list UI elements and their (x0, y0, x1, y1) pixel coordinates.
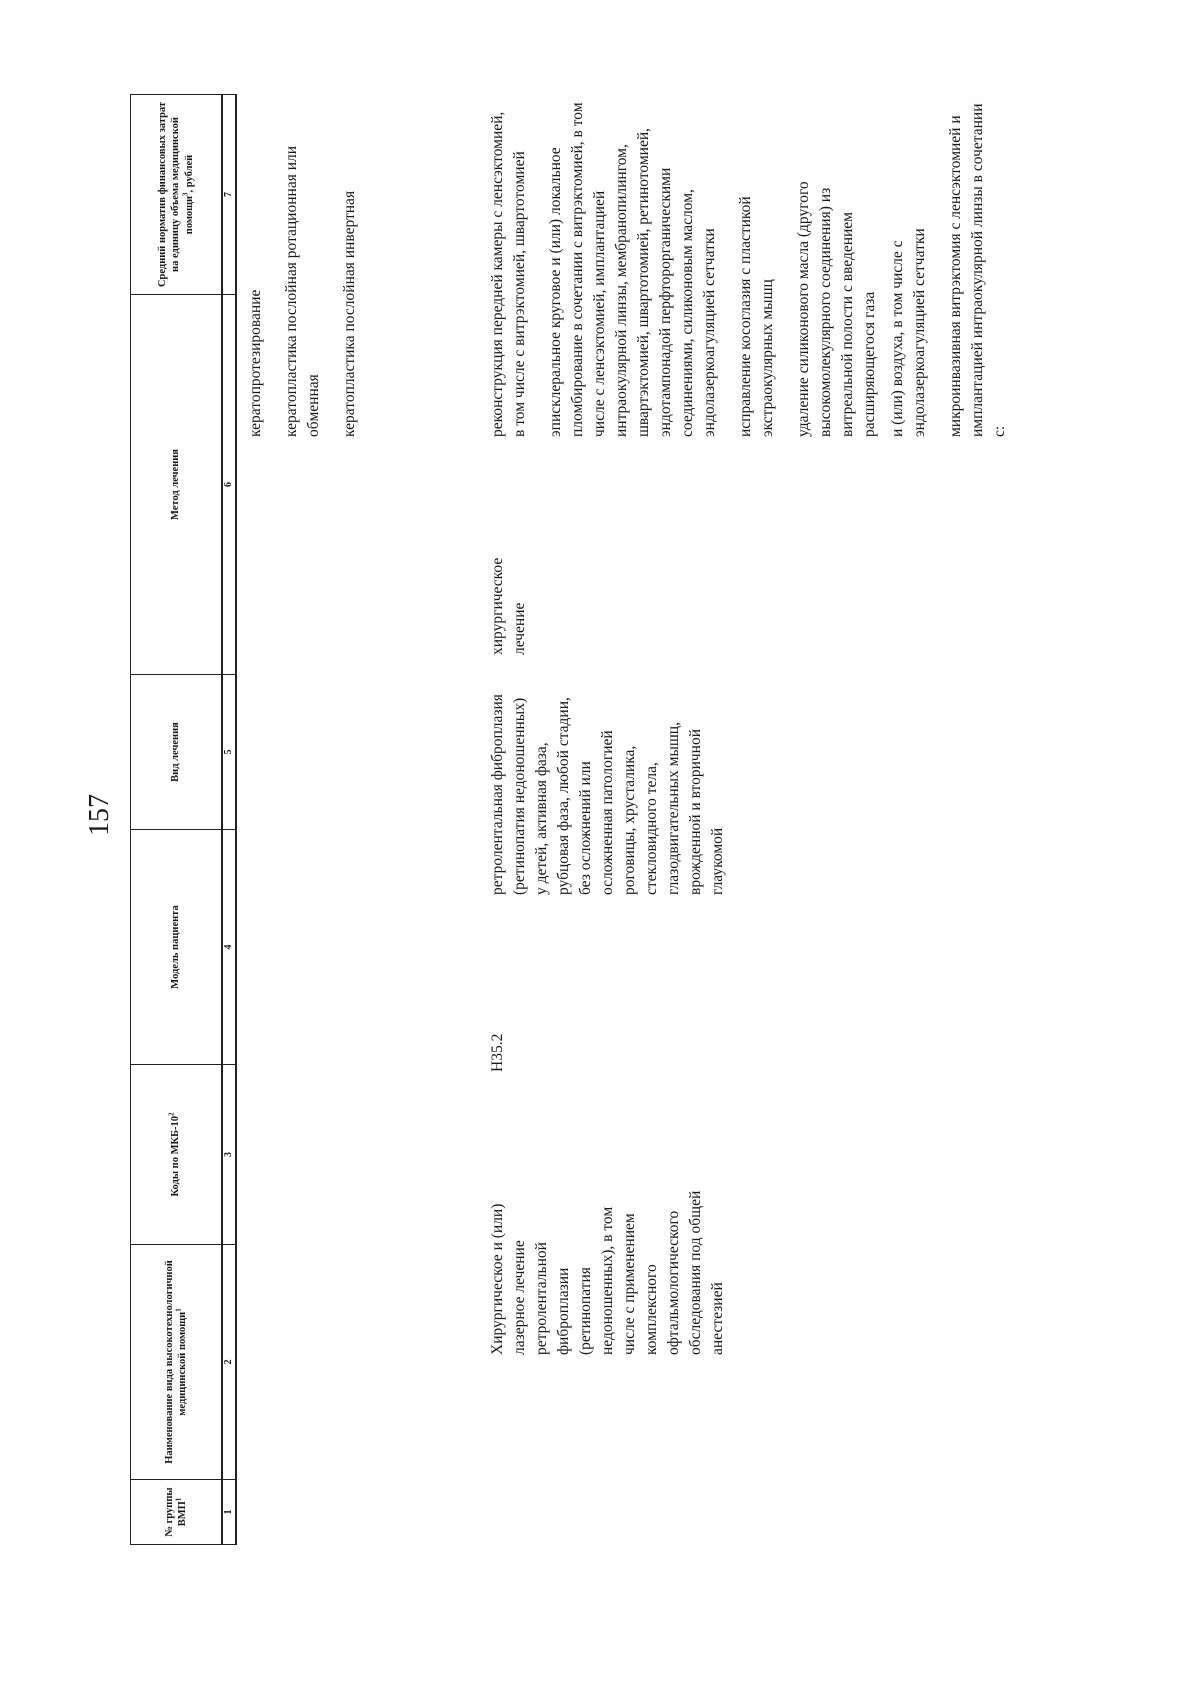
method-item: кератопластика послойная инвертная (341, 190, 358, 437)
header-group-number: № группы ВМП$^1$ (131, 1480, 223, 1545)
page-number: 157 (84, 794, 115, 836)
method-item: и (или) воздуха, в том числе с эндолазеркоагуляцией сетчатки (889, 228, 928, 437)
header-care-name: Наименование вида высокотехнологичной медицинской помощи$^1$ (131, 1245, 223, 1480)
table-body (237, 95, 1200, 1545)
column-number: 7 (222, 95, 236, 295)
icd-code-cell: H35.2 (489, 1033, 506, 1072)
header-icd-codes: Коды по МКБ-$10^2$ (131, 1065, 223, 1245)
patient-model-cell: ретролентальная фиброплазия (ретинопатия недоношенных) у детей, активная фаза, рубцовая фаза, любой стадии, без осложнений или осложненная патологией роговицы, хрусталика, стекловидного тела, глазодвигательных мышц, врожденной и вторичной глаукомой (489, 694, 726, 895)
column-number: 6 (222, 295, 236, 675)
header-treatment-method: Метод лечения (131, 295, 223, 675)
column-number: 4 (222, 830, 236, 1065)
column-number-row (222, 95, 236, 1545)
header-treatment-type: Вид лечения (131, 675, 223, 830)
header-cost: Средний норматив финансовых затрат на единицу объема медицинской помощи$^3$, рублей (131, 95, 223, 295)
method-item: исправление косоглазия с пластикой экстраокулярных мышц (737, 196, 776, 437)
method-item: реконструкция передней камеры с ленсэктомией, в том числе с витрэктомией, швартотомией (489, 111, 528, 437)
column-number: 3 (222, 1065, 236, 1245)
header-patient-model: Модель пациента (131, 830, 223, 1065)
method-item: удаление силиконового масла (другого высокомолекулярного соединения) из витреальной полости с введением расширяющегося газа (795, 181, 878, 437)
method-item: эписклеральное круговое и (или) локальное пломбирование в сочетании с витрэктомией, в том числе с ленсэктомией, имплантацией интраокулярной линзы, мембранопилингом, швартэктомией, швартотомией, ретинотомией, эндотампонадой перфторорганическими соединениями, силиконовым маслом, эндолазеркоагуляцией сетчатки (547, 102, 718, 437)
rotated-table-region (130, 95, 1200, 1545)
care-name-cell: Хирургическое и (или) лазерное лечение ретролентальной фиброплазии (ретинопатия недоношенных), в том числе с применением комплексного офтальмологического обследования под общей анестезией (489, 1190, 726, 1355)
treatment-type-cell: хирургическое лечение (489, 557, 528, 655)
method-item: кератопротезирование (247, 289, 264, 437)
column-number: 5 (222, 675, 236, 830)
method-item: кератопластика послойная ротационная или обменная (283, 145, 322, 437)
method-item: микроинвазивная витрэктомия с ленсэктомией и имплантацией интраокулярной линзы в сочетании с: (947, 103, 1008, 437)
vmp-table (130, 94, 237, 1545)
header-row (131, 95, 223, 1545)
column-number: 2 (222, 1245, 236, 1480)
treatment-methods-previous (245, 102, 375, 437)
treatment-methods (487, 102, 1025, 437)
column-number: 1 (222, 1480, 236, 1545)
